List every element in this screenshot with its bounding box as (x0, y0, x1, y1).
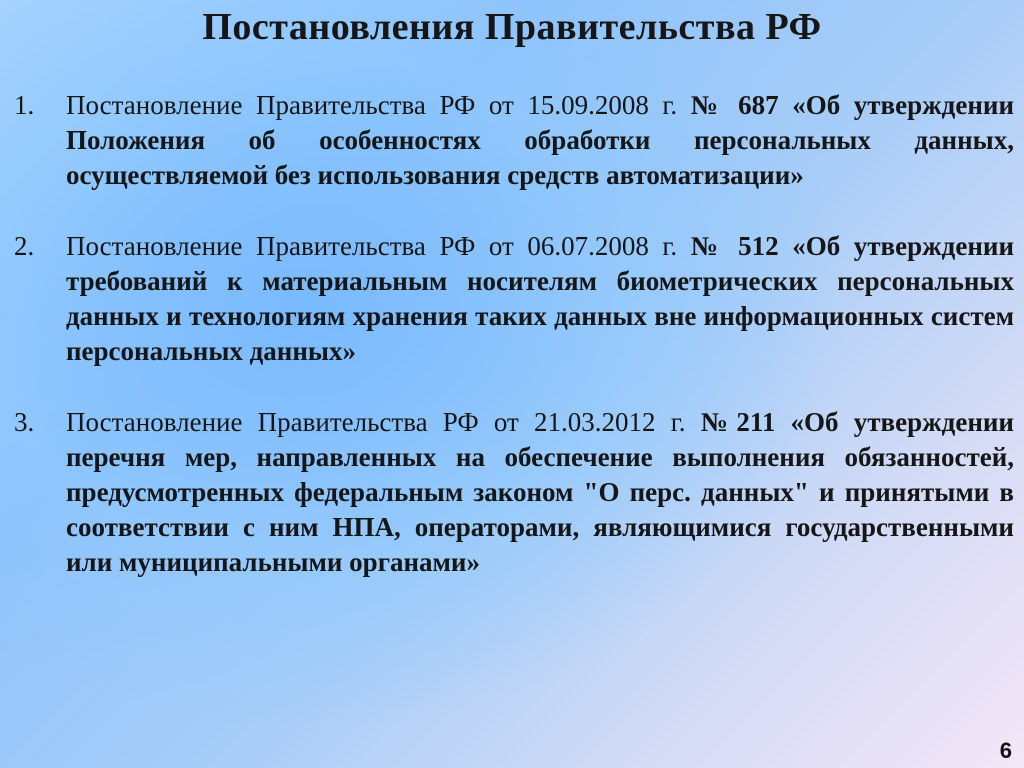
list-item (14, 405, 1014, 580)
list-item-intro: Постановление Правительства РФ от 06.07.2008 г. (66, 231, 691, 261)
list-item-intro: Постановление Правительства РФ от 21.03.2012 г. (66, 407, 701, 437)
list-item (14, 88, 1014, 193)
list-item-number: 1. (14, 90, 35, 120)
slide-title: Постановления Правительства РФ (202, 6, 822, 48)
list-item-number: 3. (14, 407, 35, 437)
list-item (14, 229, 1014, 369)
list-item-decree-reference: №211 «Об утверждении перечня мер, направленных на обеспечение выполнения обязанностей, предусмотренных федеральным законом "О перс. данных" и принятыми в соответствии с ним НПА, операторами, являющимися государственными или муниципальными органами» (66, 407, 1014, 577)
decree-list (14, 88, 1014, 580)
list-item-decree-reference: № 687 «Об утверждении Положения об особенностях обработки персональных данных, осуществляемой без использования средств автоматизации» (66, 90, 1014, 190)
page-number: 6 (999, 738, 1012, 763)
list-item-decree-reference: № 512 «Об утверждении требований к материальным носителям биометрических персональных данных и технологиям хранения таких данных вне информационных систем персональных данных» (66, 231, 1014, 366)
list-item-intro: Постановление Правительства РФ от 15.09.2008 г. (66, 90, 691, 120)
list-item-number: 2. (14, 231, 35, 261)
